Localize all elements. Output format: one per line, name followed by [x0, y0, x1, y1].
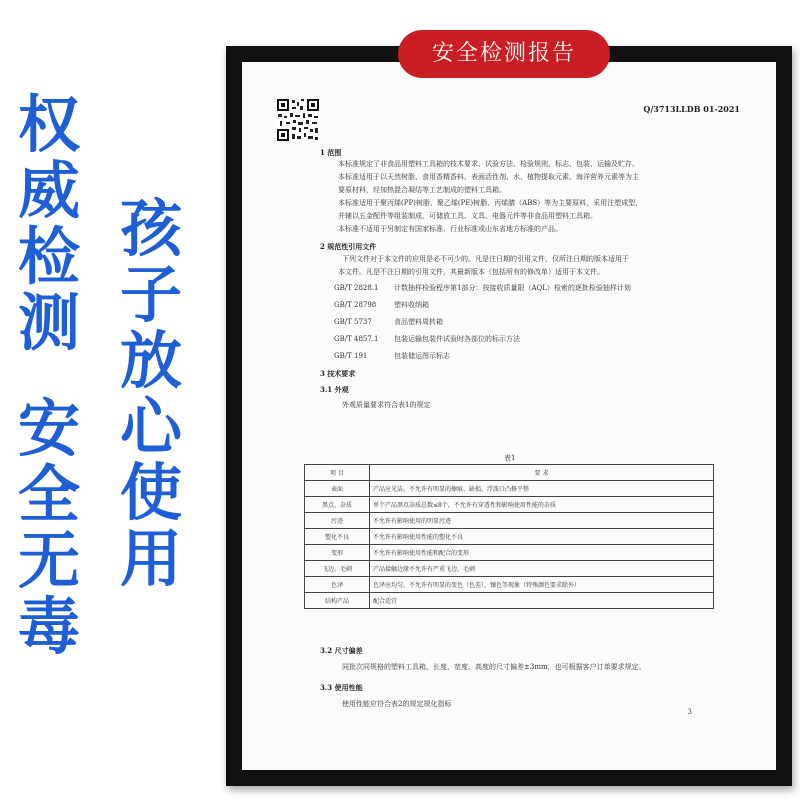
reference-number: GB/T 28798 [334, 301, 377, 309]
slogan-char: 全 [18, 458, 81, 531]
page-number: 3 [687, 708, 692, 716]
section-3-title: 3 技术要求 [320, 369, 356, 378]
table-header-row [305, 465, 714, 481]
table-row [305, 561, 714, 577]
table-caption: 表1 [504, 454, 516, 462]
slogan-char: 子 [120, 258, 183, 331]
section-2-line: 本文件。凡是不注日期的引用文件，其最新版本（包括所有的修改单）适用于本文件。 [338, 268, 604, 276]
section-1-line: 本标准适用于聚丙烯(PP)树脂、聚乙烯(PE)树脂、丙烯腈（ABS）等为主要原料，采用注塑成型， [338, 199, 643, 207]
reference-title: 塑料收纳箱 [394, 301, 429, 309]
appearance-requirements-table [304, 464, 714, 609]
section-3-2-title: 3.2 尺寸偏差 [320, 646, 363, 655]
table-header-cell: 项 目 [305, 465, 370, 481]
table-row [305, 481, 714, 497]
table-header-cell: 要 求 [370, 465, 714, 481]
table-cell: 表面 [305, 481, 370, 497]
slogan-char: 放 [120, 324, 183, 397]
qr-code-icon [276, 98, 320, 142]
reference-number: GB/T 4857.1 [334, 335, 379, 343]
standard-code: Q/3713LLDB 01-2021 [643, 104, 740, 114]
slogan-char: 心 [120, 390, 183, 463]
table-cell: 配合适宜 [370, 593, 714, 609]
table-cell: 单个产品黑点杂质总数≤8个，不允许有穿透性和影响使用性能的杂质 [370, 497, 714, 513]
slogan-char: 威 [18, 154, 81, 227]
table-row [305, 593, 714, 609]
section-1-line: 本标准规定了非食品用塑料工具箱的技术要求、试验方法、检验规则、标志、包装、运输及贮存。 [338, 160, 639, 168]
section-1-line: 本标准适用于以天然树脂、食用香精香料、表面活性剂、水、植物提取元素、海洋营养元素等为主 [338, 173, 639, 181]
table-cell: 污迹 [305, 513, 370, 529]
table-cell: 结构产品 [305, 593, 370, 609]
slogan-kids [120, 192, 183, 595]
table-cell: 产品接触边缘不允许有严重飞边、毛刺 [370, 561, 714, 577]
slogan-char: 用 [120, 522, 183, 595]
reference-title: 计数抽样检验程序第1部分：按接收质量限（AQL）检索的逐批检验抽样计划 [394, 284, 631, 292]
section-1-line: 要原材料，经加热混合凝结等工艺制成的塑料工具箱。 [338, 186, 506, 194]
table-cell: 不允许有影响使用性能和配合的变形 [370, 545, 714, 561]
section-2-line: 下列文件对于本文件的应用是必不可少的。凡是注日期的引用文件，仅所注日期的版本适用于 [342, 255, 629, 263]
report-page [242, 62, 776, 770]
table-cell: 塑化不良 [305, 529, 370, 545]
table-cell: 不允许有影响使用性能的塑化不良 [370, 529, 714, 545]
slogan-authority [18, 88, 81, 663]
reference-number: GB/T 2828.1 [334, 284, 379, 292]
table-row [305, 577, 714, 593]
slogan-char: 无 [18, 524, 81, 597]
slogan-char: 孩 [120, 192, 183, 265]
section-3-1-text: 外观质量要求符合表1的规定 [342, 401, 431, 409]
section-3-3-text: 使用性能应符合表2的规定规化指标 [342, 700, 452, 708]
table-cell: 黑点、杂质 [305, 497, 370, 513]
table-row [305, 497, 714, 513]
table-row [305, 545, 714, 561]
report-title-banner: 安全检测报告 [398, 30, 610, 78]
table-cell: 色泽应均匀，不允许有明显的变色（色差），镶色等现象（特殊颜色要求除外） [370, 577, 714, 593]
slogan-char: 使 [120, 456, 183, 529]
slogan-char: 测 [18, 286, 81, 359]
section-1-line: 本标准不适用于另制定有国家标准、行业标准或山东省地方标准的产品。 [338, 225, 562, 233]
table-cell: 产品应光洁，不允许有明显的擦痕、缺损、浮泼口凸修平整 [370, 481, 714, 497]
section-3-2-text: 同批次同规格的塑料工具箱，长度、宽度、高度的尺寸偏差±3mm，也可根据客户订单要求规定。 [342, 663, 646, 671]
table-row [305, 513, 714, 529]
section-2-title: 2 规范性引用文件 [320, 242, 377, 251]
reference-title: 包装运输包装件试验时各部位的标示方法 [394, 335, 520, 343]
table-cell: 不允许有影响使用的明显污迹 [370, 513, 714, 529]
slogan-char: 安 [18, 392, 81, 465]
reference-number: GB/T 191 [334, 352, 368, 360]
reference-title: 食品塑料周转箱 [394, 318, 443, 326]
reference-number: GB/T 5737 [334, 318, 372, 326]
table-cell: 飞边、毛刺 [305, 561, 370, 577]
reference-title: 包装储运图示标志 [394, 352, 450, 360]
slogan-char: 检 [18, 220, 81, 293]
section-3-3-title: 3.3 使用性能 [320, 683, 363, 692]
section-1-title: 1 范围 [320, 148, 342, 157]
slogan-char: 毒 [18, 590, 81, 663]
table-row [305, 529, 714, 545]
table-cell: 变形 [305, 545, 370, 561]
slogan-char: 权 [18, 88, 81, 161]
table-cell: 色泽 [305, 577, 370, 593]
section-1-line: 并辅以五金配件等组装制成，可储放工具、文具、电器元件等非食品用塑料工具箱。 [338, 212, 597, 220]
section-3-1-title: 3.1 外观 [320, 385, 349, 394]
